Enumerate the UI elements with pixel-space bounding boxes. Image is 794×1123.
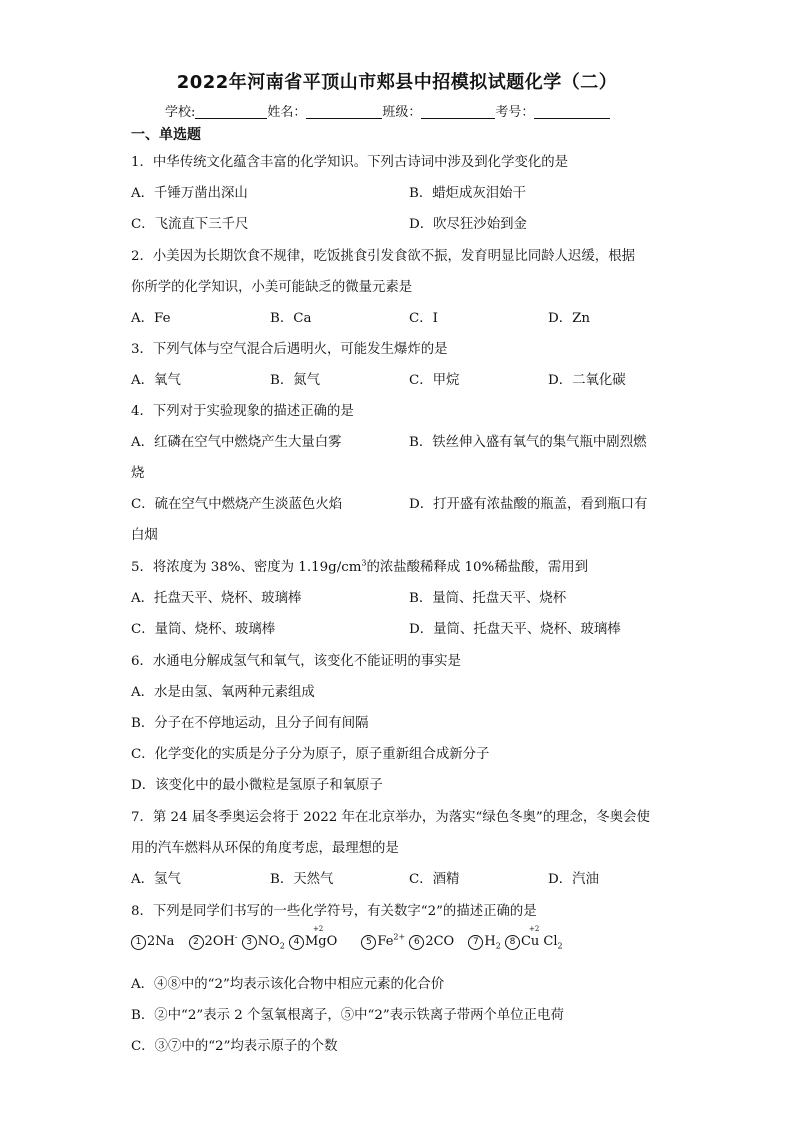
question-5-option-c: C．量筒、烧杯、玻璃棒 xyxy=(131,622,276,637)
question-8-option-a: A．④⑧中的“2”均表示该化合物中相应元素的化合价 xyxy=(131,977,445,992)
page-title: 2022年河南省平顶山市郏县中招模拟试题化学（二） xyxy=(176,72,618,93)
question-1-option-c: C．飞流直下三千尺 xyxy=(131,217,249,232)
question-8-stem: 8．下列是同学们书写的一些化学符号，有关数字“2”的描述正确的是 xyxy=(131,904,537,919)
question-2-option-d: D．Zn xyxy=(548,311,591,326)
formula-4-valence: +2 xyxy=(312,925,324,933)
question-5-option-d: D．量筒、托盘天平、烧杯、玻璃棒 xyxy=(409,622,621,637)
circled-number-3: 3 xyxy=(242,935,257,950)
question-3-stem: 3．下列气体与空气混合后遇明火，可能发生爆炸的是 xyxy=(131,342,448,357)
formula-8-valence: +2 xyxy=(528,925,540,933)
question-5-stem xyxy=(131,556,588,575)
formula-5: Fe xyxy=(377,934,394,949)
circled-number-2: 2 xyxy=(189,935,204,950)
school-label: 学校: xyxy=(165,105,196,120)
formula-8-chlorine: Cl xyxy=(543,934,558,949)
formula-5-charge: 2+ xyxy=(393,932,406,942)
number-label: 考号： xyxy=(495,105,535,120)
formula-1: 2Na xyxy=(147,934,175,949)
question-4-option-c: C．硫在空气中燃烧产生淡蓝色火焰 xyxy=(131,497,343,512)
circled-number-5: 5 xyxy=(361,935,376,950)
section-heading: 一、单选题 xyxy=(131,127,201,143)
question-1-option-d: D．吹尽狂沙始到金 xyxy=(409,217,527,232)
student-info-row xyxy=(165,101,610,120)
formula-8: Cu xyxy=(520,934,540,949)
formula-7: H xyxy=(484,934,496,949)
formula-3: NO xyxy=(257,934,280,949)
question-8-option-c: C．③⑦中的“2”均表示原子的个数 xyxy=(131,1039,338,1054)
question-4-option-a: A．红磷在空气中燃烧产生大量白雾 xyxy=(131,435,342,450)
question-2-stem-line-2: 你所学的化学知识，小美可能缺乏的微量元素是 xyxy=(131,280,413,295)
question-5-stem-part-2: 的浓盐酸稀释成 10%稀盐酸，需用到 xyxy=(366,560,588,575)
question-1-option-b: B．蜡炬成灰泪始干 xyxy=(409,186,526,201)
circled-number-8: 8 xyxy=(505,935,520,950)
formula-4-oxygen: O xyxy=(326,934,338,949)
question-7-option-b: B．天然气 xyxy=(270,872,334,887)
question-6-stem: 6．水通电分解成氢气和氧气，该变化不能证明的事实是 xyxy=(131,654,461,669)
question-7-option-a: A．氢气 xyxy=(131,872,181,887)
question-1-option-a: A．千锤万凿出深山 xyxy=(131,186,248,201)
circled-number-7: 7 xyxy=(468,935,483,950)
question-8-formula-row xyxy=(131,925,563,951)
formula-6: 2CO xyxy=(425,934,455,949)
formula-7-subscript: 2 xyxy=(495,941,501,951)
question-5-stem-superscript: 3 xyxy=(361,558,367,568)
question-2-option-a: A．Fe xyxy=(131,311,171,326)
school-blank xyxy=(195,104,267,119)
question-2-stem-line-1: 2．小美因为长期饮食不规律，吃饭挑食引发食欲不振，发育明显比同龄人迟缓，根据 xyxy=(131,249,635,264)
name-blank xyxy=(306,104,382,119)
formula-4: Mg xyxy=(304,934,327,949)
question-3-option-a: A．氧气 xyxy=(131,373,181,388)
question-4-stem: 4．下列对于实验现象的描述正确的是 xyxy=(131,404,354,419)
question-5-option-a: A．托盘天平、烧杯、玻璃棒 xyxy=(131,591,302,606)
question-4-option-d-line-2: 白烟 xyxy=(131,528,158,543)
question-6-option-c: C．化学变化的实质是分子分为原子，原子重新组合成新分子 xyxy=(131,747,490,762)
question-6-option-b: B．分子在不停地运动，且分子间有间隔 xyxy=(131,716,369,731)
question-4-option-b-line-1: B．铁丝伸入盛有氧气的集气瓶中剧烈燃 xyxy=(409,435,647,450)
question-5-option-b: B．量筒、托盘天平、烧杯 xyxy=(409,591,567,606)
class-label: 班级： xyxy=(382,105,422,120)
formula-3-subscript: 2 xyxy=(279,941,285,951)
question-8-option-b: B．②中“2”表示 2 个氢氧根离子，⑤中“2”表示铁离子带两个单位正电荷 xyxy=(131,1008,564,1023)
question-3-option-d: D．二氧化碳 xyxy=(548,373,626,388)
question-7-option-c: C．酒精 xyxy=(409,872,460,887)
formula-8-subscript: 2 xyxy=(557,941,563,951)
question-2-option-c: C．I xyxy=(409,311,438,326)
circled-number-1: 1 xyxy=(131,935,146,950)
formula-2: 2OH xyxy=(204,934,235,949)
circled-number-4: 4 xyxy=(289,935,304,950)
question-2-option-b: B．Ca xyxy=(270,311,312,326)
question-5-stem-part-1: 5．将浓度为 38%、密度为 1.19g/cm xyxy=(131,560,362,575)
circled-number-6: 6 xyxy=(409,935,424,950)
formula-2-charge: - xyxy=(234,932,238,942)
question-3-option-b: B．氮气 xyxy=(270,373,321,388)
question-4-option-d-line-1: D．打开盛有浓盐酸的瓶盖，看到瓶口有 xyxy=(409,497,648,512)
number-blank xyxy=(534,104,610,119)
question-6-option-d: D．该变化中的最小微粒是氢原子和氧原子 xyxy=(131,778,383,793)
question-7-stem-line-1: 7．第 24 届冬季奥运会将于 2022 年在北京举办，为落实“绿色冬奥”的理念，冬奥会使 xyxy=(131,810,650,825)
class-blank xyxy=(421,104,495,119)
question-1-stem: 1．中华传统文化蕴含丰富的化学知识。下列古诗词中涉及到化学变化的是 xyxy=(131,155,569,170)
question-6-option-a: A．水是由氢、氧两种元素组成 xyxy=(131,685,315,700)
question-4-option-b-line-2: 烧 xyxy=(131,466,145,481)
name-label: 姓名： xyxy=(267,105,307,120)
question-7-option-d: D．汽油 xyxy=(548,872,599,887)
question-3-option-c: C．甲烷 xyxy=(409,373,460,388)
question-7-stem-line-2: 用的汽车燃料从环保的角度考虑，最理想的是 xyxy=(131,841,399,856)
